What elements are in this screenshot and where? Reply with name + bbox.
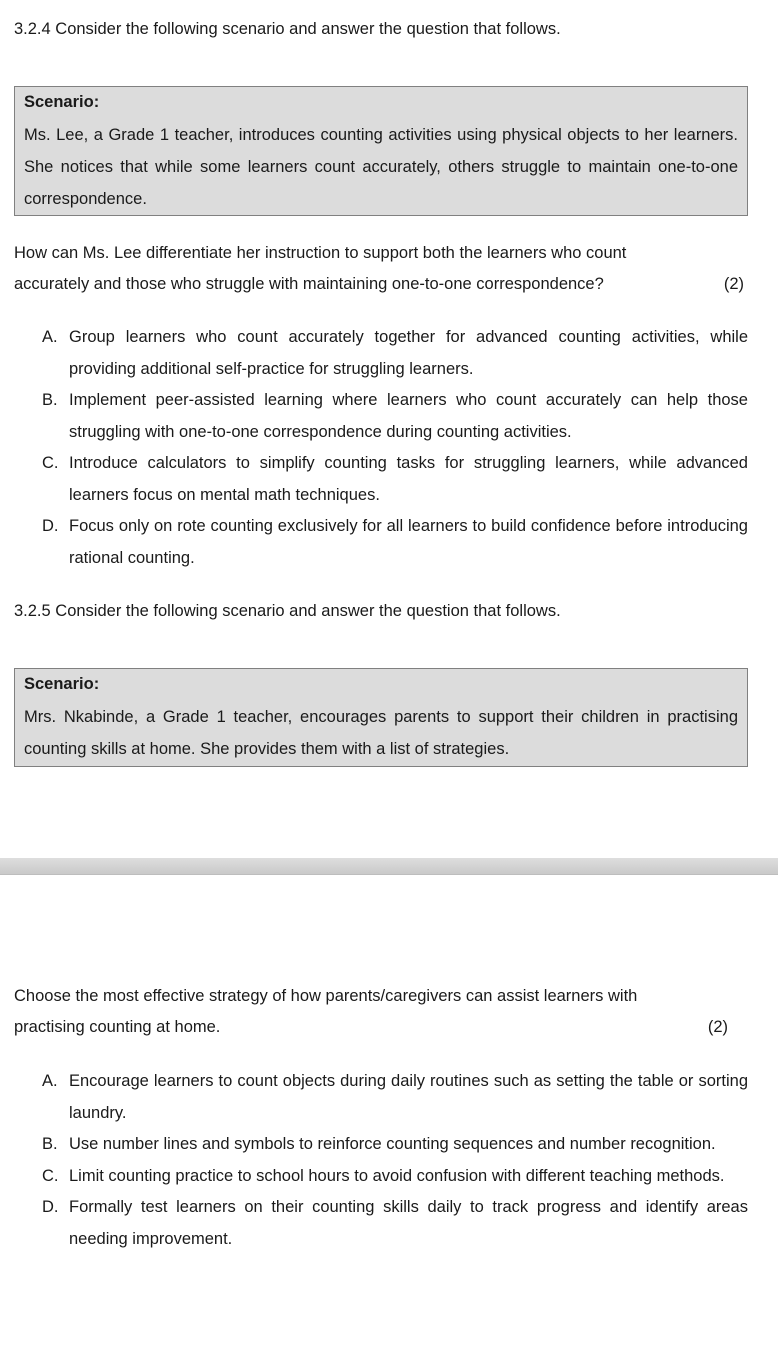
page-break-divider bbox=[0, 858, 778, 875]
question-line: Choose the most effective strategy of how parents/caregivers can assist learners with bbox=[14, 987, 638, 1005]
option-c[interactable] bbox=[42, 448, 748, 511]
option-d[interactable] bbox=[42, 1192, 748, 1255]
question-3-2-4-heading: 3.2.4 Consider the following scenario and answer the question that follows. bbox=[14, 20, 561, 38]
scenario-title: Scenario: bbox=[24, 675, 100, 693]
scenario-box-3-2-4 bbox=[14, 86, 748, 216]
option-letter: C. bbox=[42, 454, 59, 472]
option-letter: B. bbox=[42, 1135, 58, 1153]
marks-label: (2) bbox=[707, 1018, 728, 1036]
option-text: Use number lines and symbols to reinforce counting sequences and number recognition. bbox=[69, 1135, 716, 1153]
options-list-3-2-5 bbox=[42, 1066, 748, 1255]
option-text: Formally test learners on their counting skills daily to track progress and identify areas needing improvement. bbox=[69, 1198, 748, 1248]
marks-label: (2) bbox=[723, 275, 744, 293]
scenario-text: Mrs. Nkabinde, a Grade 1 teacher, encourages parents to support their children in practising counting skills at home. She provides them with a list of strategies. bbox=[24, 708, 738, 758]
question-3-2-5-heading: 3.2.5 Consider the following scenario and answer the question that follows. bbox=[14, 602, 561, 620]
option-a[interactable] bbox=[42, 1066, 748, 1129]
scenario-title: Scenario: bbox=[24, 93, 100, 111]
question-line: How can Ms. Lee differentiate her instruction to support both the learners who count bbox=[14, 244, 627, 262]
option-text: Group learners who count accurately together for advanced counting activities, while providing additional self-practice for struggling learners. bbox=[69, 328, 748, 378]
option-letter: D. bbox=[42, 517, 59, 535]
option-letter: A. bbox=[42, 328, 58, 346]
option-text: Encourage learners to count objects during daily routines such as setting the table or sorting laundry. bbox=[69, 1072, 748, 1122]
question-3-2-4-text bbox=[14, 238, 744, 300]
question-line: practising counting at home. bbox=[14, 1018, 221, 1036]
option-letter: A. bbox=[42, 1072, 58, 1090]
option-letter: C. bbox=[42, 1166, 59, 1185]
options-list-3-2-4 bbox=[42, 322, 748, 574]
option-text: Focus only on rote counting exclusively for all learners to build confidence before introducing rational counting. bbox=[69, 517, 748, 567]
option-text: Introduce calculators to simplify counting tasks for struggling learners, while advanced learners focus on mental math techniques. bbox=[69, 454, 748, 504]
scenario-text: Ms. Lee, a Grade 1 teacher, introduces counting activities using physical objects to her learners. She notices that while some learners count accurately, others struggle to maintain one-to-one correspondence. bbox=[24, 126, 738, 208]
option-c[interactable] bbox=[42, 1161, 748, 1193]
option-d[interactable] bbox=[42, 511, 748, 574]
question-3-2-5-text bbox=[14, 981, 744, 1043]
option-b[interactable] bbox=[42, 385, 748, 448]
option-letter: D. bbox=[42, 1198, 59, 1216]
option-text: Limit counting practice to school hours to avoid confusion with different teaching methods. bbox=[69, 1166, 725, 1185]
option-b[interactable] bbox=[42, 1129, 748, 1161]
option-text: Implement peer-assisted learning where learners who count accurately can help those struggling with one-to-one correspondence during counting activities. bbox=[69, 391, 748, 441]
option-a[interactable] bbox=[42, 322, 748, 385]
option-letter: B. bbox=[42, 391, 58, 409]
question-line: accurately and those who struggle with maintaining one-to-one correspondence? bbox=[14, 275, 604, 293]
scenario-box-3-2-5 bbox=[14, 668, 748, 767]
